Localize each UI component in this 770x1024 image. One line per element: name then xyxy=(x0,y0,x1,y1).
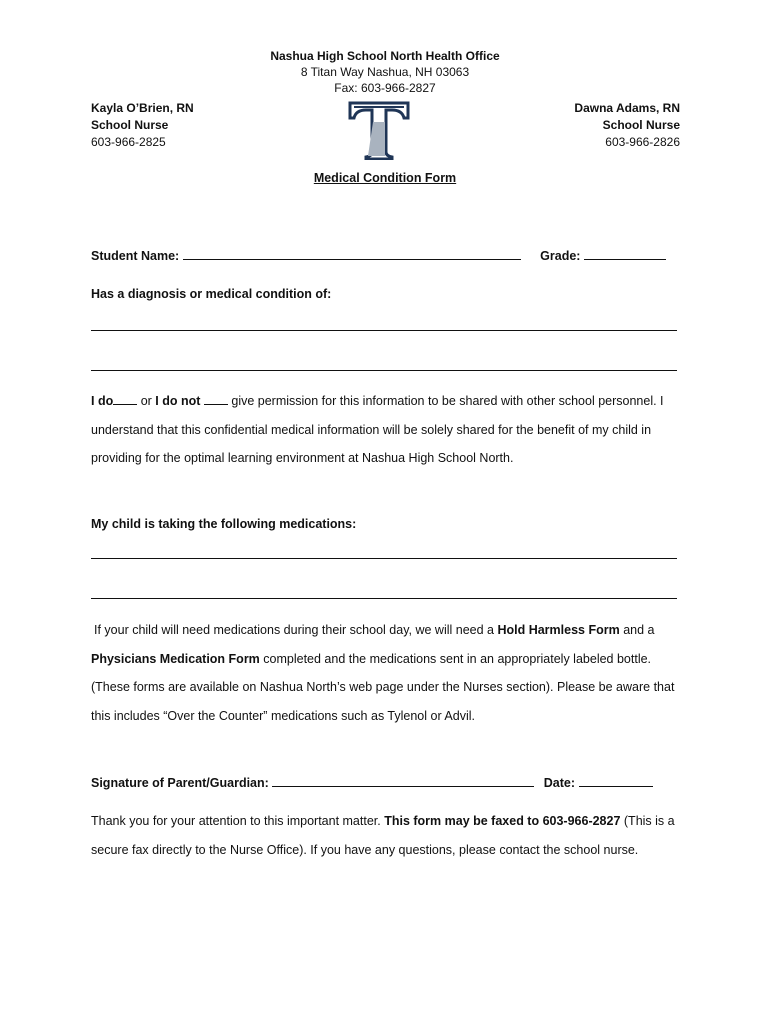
diagnosis-label: Has a diagnosis or medical condition of: xyxy=(91,287,332,301)
medications-line-2[interactable] xyxy=(91,598,677,599)
diagnosis-line-2[interactable] xyxy=(91,370,677,371)
medications-line-1[interactable] xyxy=(91,558,677,559)
date-field[interactable] xyxy=(579,774,653,787)
medication-note-part3: completed and the medications sent in an appropriately labeled bottle. (These forms are available on Nashua North’s web page under the Nurses section). Please be aware that this includes “Over the Counter” medications such as Tylenol or Advil. xyxy=(91,651,675,723)
nurse-right-title: School Nurse xyxy=(602,118,680,132)
grade-label: Grade: xyxy=(540,249,581,263)
or-text: or xyxy=(137,394,156,408)
student-row xyxy=(91,247,678,263)
nurse-left-contact xyxy=(91,100,194,151)
i-do-field[interactable] xyxy=(113,392,137,405)
closing-paragraph xyxy=(91,807,681,864)
office-address: 8 Titan Way Nashua, NH 03063 xyxy=(300,65,470,79)
student-name-field[interactable] xyxy=(183,247,521,260)
grade-field[interactable] xyxy=(584,247,666,260)
office-header xyxy=(0,48,770,96)
nurse-left-phone: 603-966-2825 xyxy=(91,135,166,149)
physicians-medication-form-text: Physicians Medication Form xyxy=(91,651,260,666)
i-do-not-label: I do not xyxy=(155,394,201,408)
nurse-left-title: School Nurse xyxy=(91,118,169,132)
medications-label: My child is taking the following medications: xyxy=(91,517,357,531)
closing-part1: Thank you for your attention to this important matter. xyxy=(91,814,385,828)
nurse-right-phone: 603-966-2826 xyxy=(605,135,680,149)
nurse-left-name: Kayla O’Brien, RN xyxy=(91,101,194,115)
diagnosis-line-1[interactable] xyxy=(91,330,677,331)
permission-text: give permission for this information to be shared with other school personnel. I understand that this confidential medical information will be solely shared for the benefit of my child in providing for the optimal learning environment at Nashua High School North. xyxy=(91,394,664,465)
i-do-label: I do xyxy=(91,394,114,408)
student-name-label: Student Name: xyxy=(91,249,180,263)
closing-part2: (This is a secure fax directly to the Nurse Office). If you have any questions, please contact the school nurse. xyxy=(91,814,675,857)
signature-field[interactable] xyxy=(272,774,534,787)
medication-note-paragraph xyxy=(91,616,681,730)
permission-paragraph xyxy=(91,387,681,473)
fax-instruction-text: This form may be faxed to 603-966-2827 xyxy=(384,814,621,828)
date-label: Date: xyxy=(543,776,576,790)
medication-note-part1: If your child will need medications during their school day, we will need a xyxy=(94,623,498,637)
medication-note-part2: and a xyxy=(619,623,655,637)
office-name: Nashua High School North Health Office xyxy=(270,49,500,63)
nurse-right-name: Dawna Adams, RN xyxy=(574,101,680,115)
hold-harmless-form-text: Hold Harmless Form xyxy=(497,623,620,637)
i-do-not-field[interactable] xyxy=(204,392,228,405)
office-fax: Fax: 603-966-2827 xyxy=(334,81,436,95)
nurse-right-contact xyxy=(574,100,680,151)
form-title: Medical Condition Form xyxy=(313,171,457,185)
signature-label: Signature of Parent/Guardian: xyxy=(91,776,269,790)
signature-row xyxy=(91,774,678,790)
titan-t-logo-icon xyxy=(348,100,410,160)
